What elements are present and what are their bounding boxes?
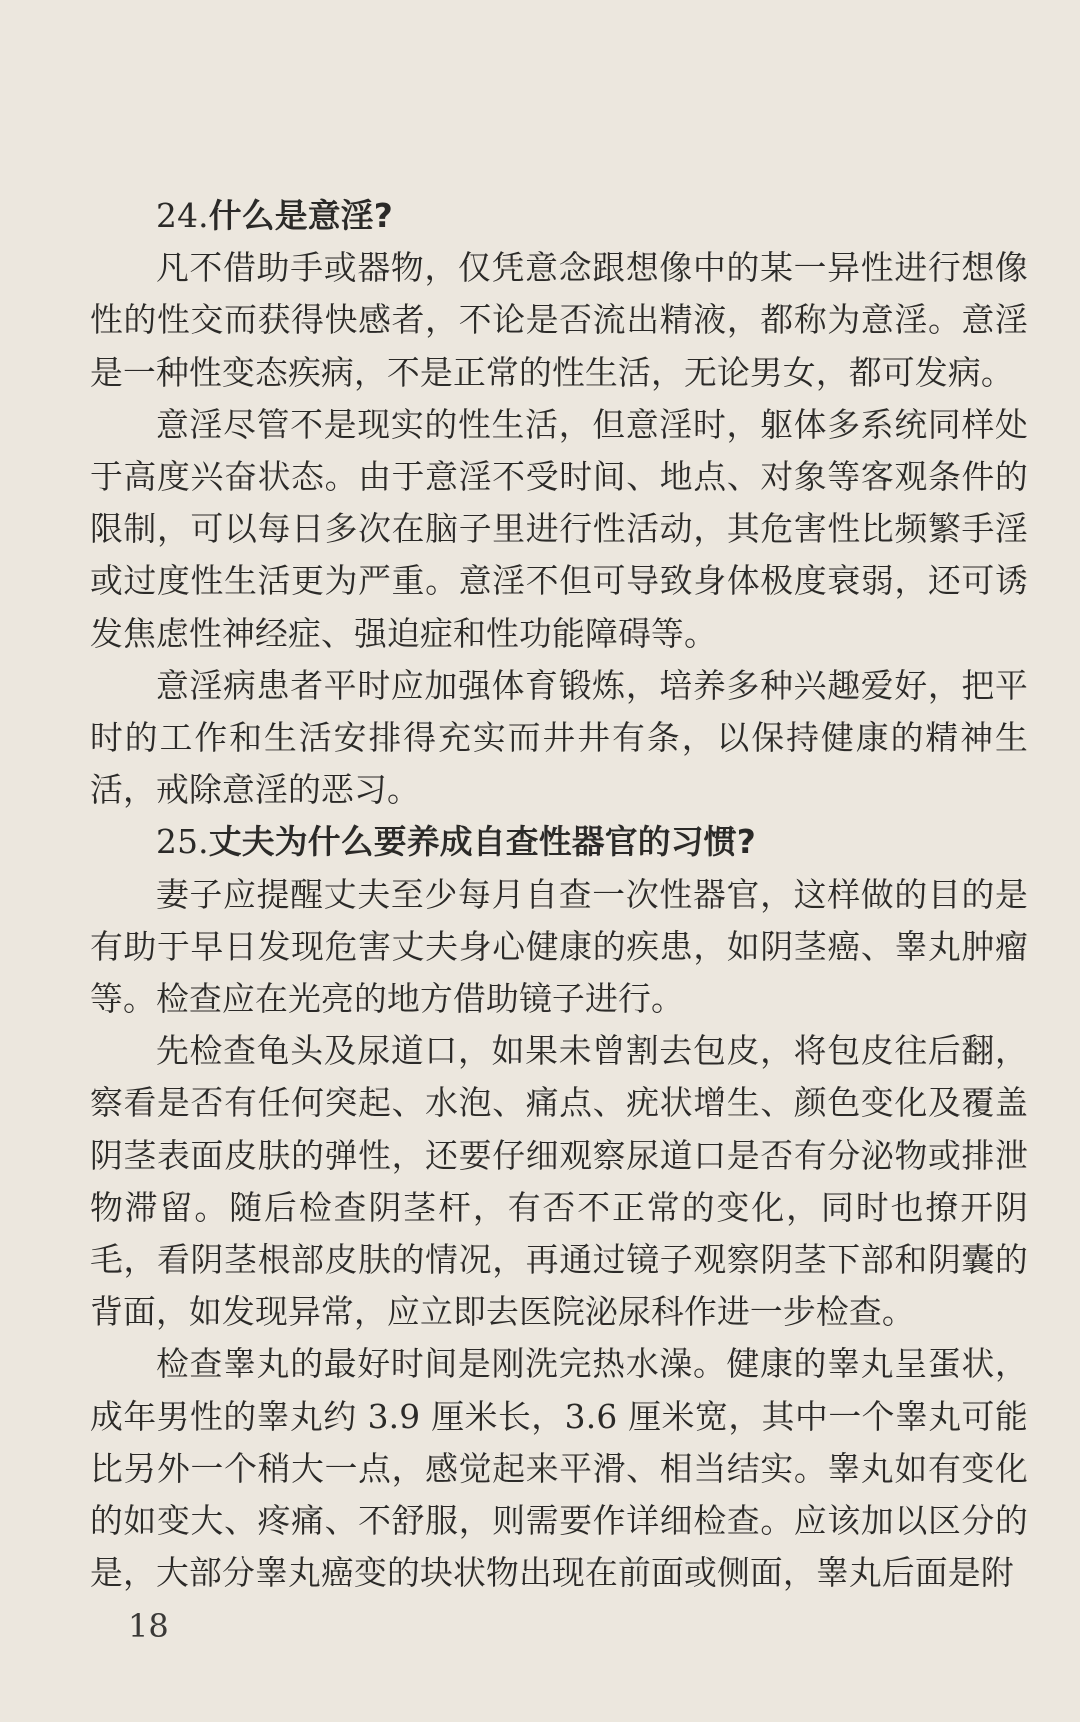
section-number: 25. (156, 823, 209, 862)
section-title: 什么是意淫? (208, 197, 393, 235)
section-heading-24 (90, 190, 1028, 242)
section-heading-25 (90, 816, 1028, 868)
section-title: 丈夫为什么要养成自查性器官的习惯? (208, 823, 756, 862)
paragraph: 检查睾丸的最好时间是刚洗完热水澡。健康的睾丸呈蛋状，成年男性的睾丸约 3.9 厘米长，3.6 厘米宽，其中一个睾丸可能比另外一个稍大一点，感觉起来平滑、相当结实。睾丸如有变化的如变大、疼痛、不舒服，则需要作详细检查。应该加以区分的是，大部分睾丸癌变的块状物出现在前面或侧面，睾丸后面是附 (90, 1345, 1028, 1593)
page-body (90, 190, 1028, 1599)
paragraph: 意淫尽管不是现实的性生活，但意淫时，躯体多系统同样处于高度兴奋状态。由于意淫不受时间、地点、对象等客观条件的限制，可以每日多次在脑子里进行性活动，其危害性比频繁手淫或过度性生活更为严重。意淫不但可导致身体极度衰弱，还可诱发焦虑性神经症、强迫症和性功能障碍等。 (90, 405, 1028, 653)
paragraph: 先检查龟头及尿道口，如果未曾割去包皮，将包皮往后翻，察看是否有任何突起、水泡、痛点、疣状增生、颜色变化及覆盖阴茎表面皮肤的弹性，还要仔细观察尿道口是否有分泌物或排泄物滞留。随后检查阴茎杆，有否不正常的变化，同时也撩开阴毛，看阴茎根部皮肤的情况，再通过镜子观察阴茎下部和阴囊的背面，如发现异常，应立即去医院泌尿科作进一步检查。 (90, 1032, 1028, 1332)
paragraph: 凡不借助手或器物，仅凭意念跟想像中的某一异性进行想像性的性交而获得快感者，不论是否流出精液，都称为意淫。意淫是一种性变态疾病，不是正常的性生活，无论男女，都可发病。 (90, 249, 1028, 392)
page-number: 18 (128, 1607, 169, 1645)
paragraph: 妻子应提醒丈夫至少每月自查一次性器官，这样做的目的是有助于早日发现危害丈夫身心健康的疾患，如阴茎癌、睾丸肿瘤等。检查应在光亮的地方借助镜子进行。 (90, 875, 1028, 1019)
paragraph: 意淫病患者平时应加强体育锻炼，培养多种兴趣爱好，把平时的工作和生活安排得充实而井井有条，以保持健康的精神生活，戒除意淫的恶习。 (90, 666, 1028, 810)
section-number: 24. (156, 197, 209, 235)
